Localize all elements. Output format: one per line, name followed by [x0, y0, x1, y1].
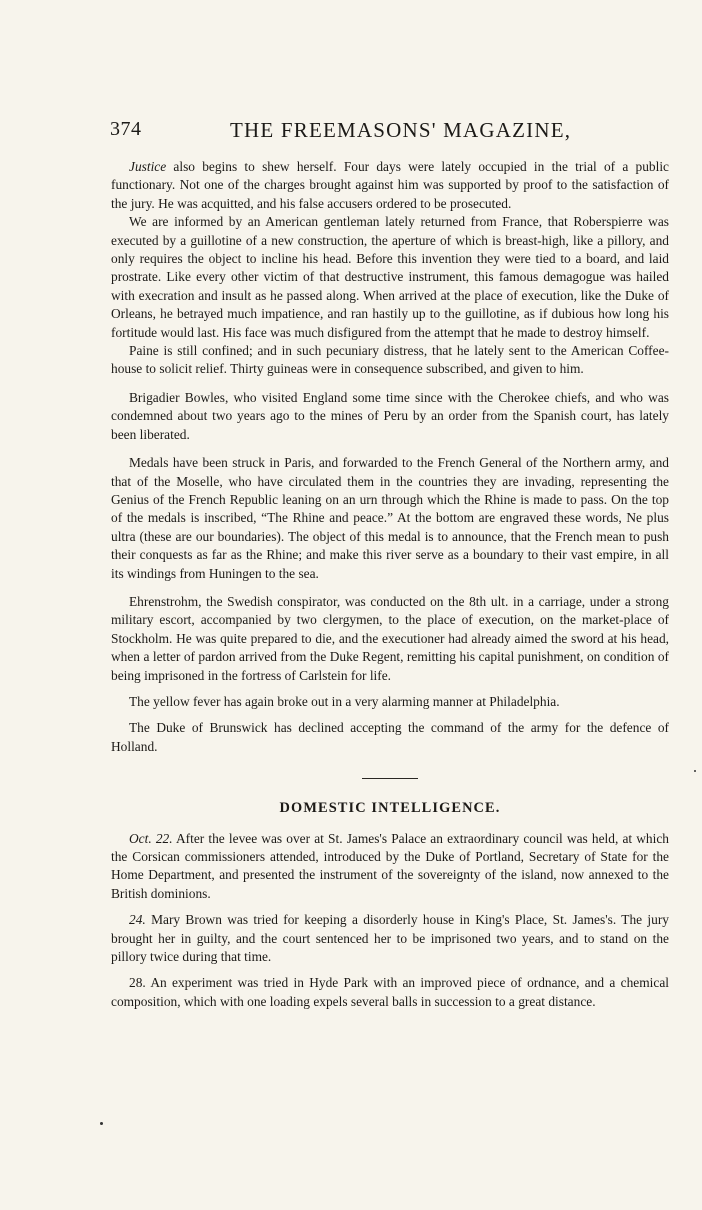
news-paragraph-paine [111, 342, 669, 379]
domestic-entry-28 [111, 974, 669, 1011]
section-title-domestic: DOMESTIC INTELLIGENCE. [279, 800, 501, 817]
section-divider [362, 778, 418, 779]
news-paragraph-justice [111, 158, 669, 213]
entry-date: Oct. 22. [129, 830, 173, 846]
page-number: 374 [110, 118, 142, 140]
domestic-entry-oct-22 [111, 830, 669, 904]
entry-text: After the levee was over at St. James's Palace an extraordinary council was held, at which the Corsican commissioners attended, introduced by the Duke of Portland, Secretary of State for the Home Department, and presented the instrument of the sovereignty of the island, now annexed to the British dominions. [111, 830, 669, 901]
paragraph-text: also begins to shew herself. Four days were lately occupied in the trial of a public functionary. Not one of the charges brought against him was supported by proof to the satisfaction of the jury. He was acquitted, and his false accusers ordered to be prosecuted. [111, 159, 669, 211]
paragraph-lead: Justice [129, 159, 167, 174]
page-header [110, 118, 670, 152]
running-title: THE FREEMASONS' MAGAZINE, [230, 118, 572, 142]
entry-text: An experiment was tried in Hyde Park with an improved piece of ordnance, and a chemical composition, which with one loading expels several balls in succession to a great distance. [111, 975, 669, 1009]
paragraph-text: Brigadier Bowles, who visited England some time since with the Cherokee chiefs, and who was condemned about two years ago to the mines of Peru by an order from the Spanish court, has lately been liberated. [111, 389, 669, 442]
paragraph-text: The Duke of Brunswick has declined accepting the command of the army for the defence of Holland. [111, 720, 669, 754]
paragraph-text: The yellow fever has again broke out in a very alarming manner at Philadelphia. [129, 693, 560, 709]
news-paragraph-yellow-fever [111, 693, 669, 711]
paragraph-text: Paine is still confined; and in such pecuniary distress, that he lately sent to the American Coffee-house to solicit relief. Thirty guineas were in consequence subscribed, and given to him. [111, 343, 669, 377]
news-paragraph-medals [111, 454, 669, 583]
paragraph-text: Medals have been struck in Paris, and forwarded to the French General of the Northern army, and that of the Moselle, who have circulated them in the countries they are invading, representing the Genius of the French Republic leaning on an urn through which the Rhine is made to pass. On the top of the medals is inscribed, “The Rhine and peace.” At the bottom are engraved these words, Ne plus ultra (these are our boundaries). The object of this medal is to announce, that the French mean to push their conquests as far as the Rhine; and make this river serve as a boundary to their vast empire, in all its windings from Huningen to the sea. [111, 455, 669, 581]
ink-speck [100, 1122, 103, 1125]
entry-text: Mary Brown was tried for keeping a disorderly house in King's Place, St. James's. The jury brought her in guilty, and the court sentenced her to be imprisoned two years, and to stand on the pillory twice during that time. [111, 912, 669, 965]
entry-date: 24. [129, 912, 146, 928]
news-paragraph-bowles [111, 389, 669, 444]
article-body [111, 158, 669, 1011]
news-paragraph-roberspierre [111, 213, 669, 342]
domestic-entry-24 [111, 911, 669, 966]
paragraph-text: We are informed by an American gentleman lately returned from France, that Roberspierre was executed by a guillotine of a new construction, the aperture of which is breast-high, like a pillory, and only requires the object to incline his head. Before this invention they were tied to a board, and laid prostrate. Like every other victim of that destructive instrument, this famous demagogue was hailed with execration and insult as he passed along. When arrived at the place of execution, like the Duke of Orleans, he betrayed much impatience, and ran hastily up to the guillotine, as if dubious how long his fortitude would last. His face was much disfigured from the attempt that he made to destroy himself. [111, 214, 669, 340]
news-paragraph-brunswick [111, 719, 669, 756]
ink-speck [694, 770, 696, 772]
entry-date: 28. [129, 975, 146, 991]
news-paragraph-ehrenstrohm [111, 593, 669, 685]
paragraph-text: Ehrenstrohm, the Swedish conspirator, was conducted on the 8th ult. in a carriage, under a strong military escort, accompanied by two clergymen, to the place of execution, on the market-place of Stockholm. He was quite prepared to die, and the executioner had already aimed the sword at his head, when a letter of pardon arrived from the Duke Regent, remitting his capital punishment, on condition of being imprisoned in the fortress of Carlstein for life. [111, 593, 669, 683]
